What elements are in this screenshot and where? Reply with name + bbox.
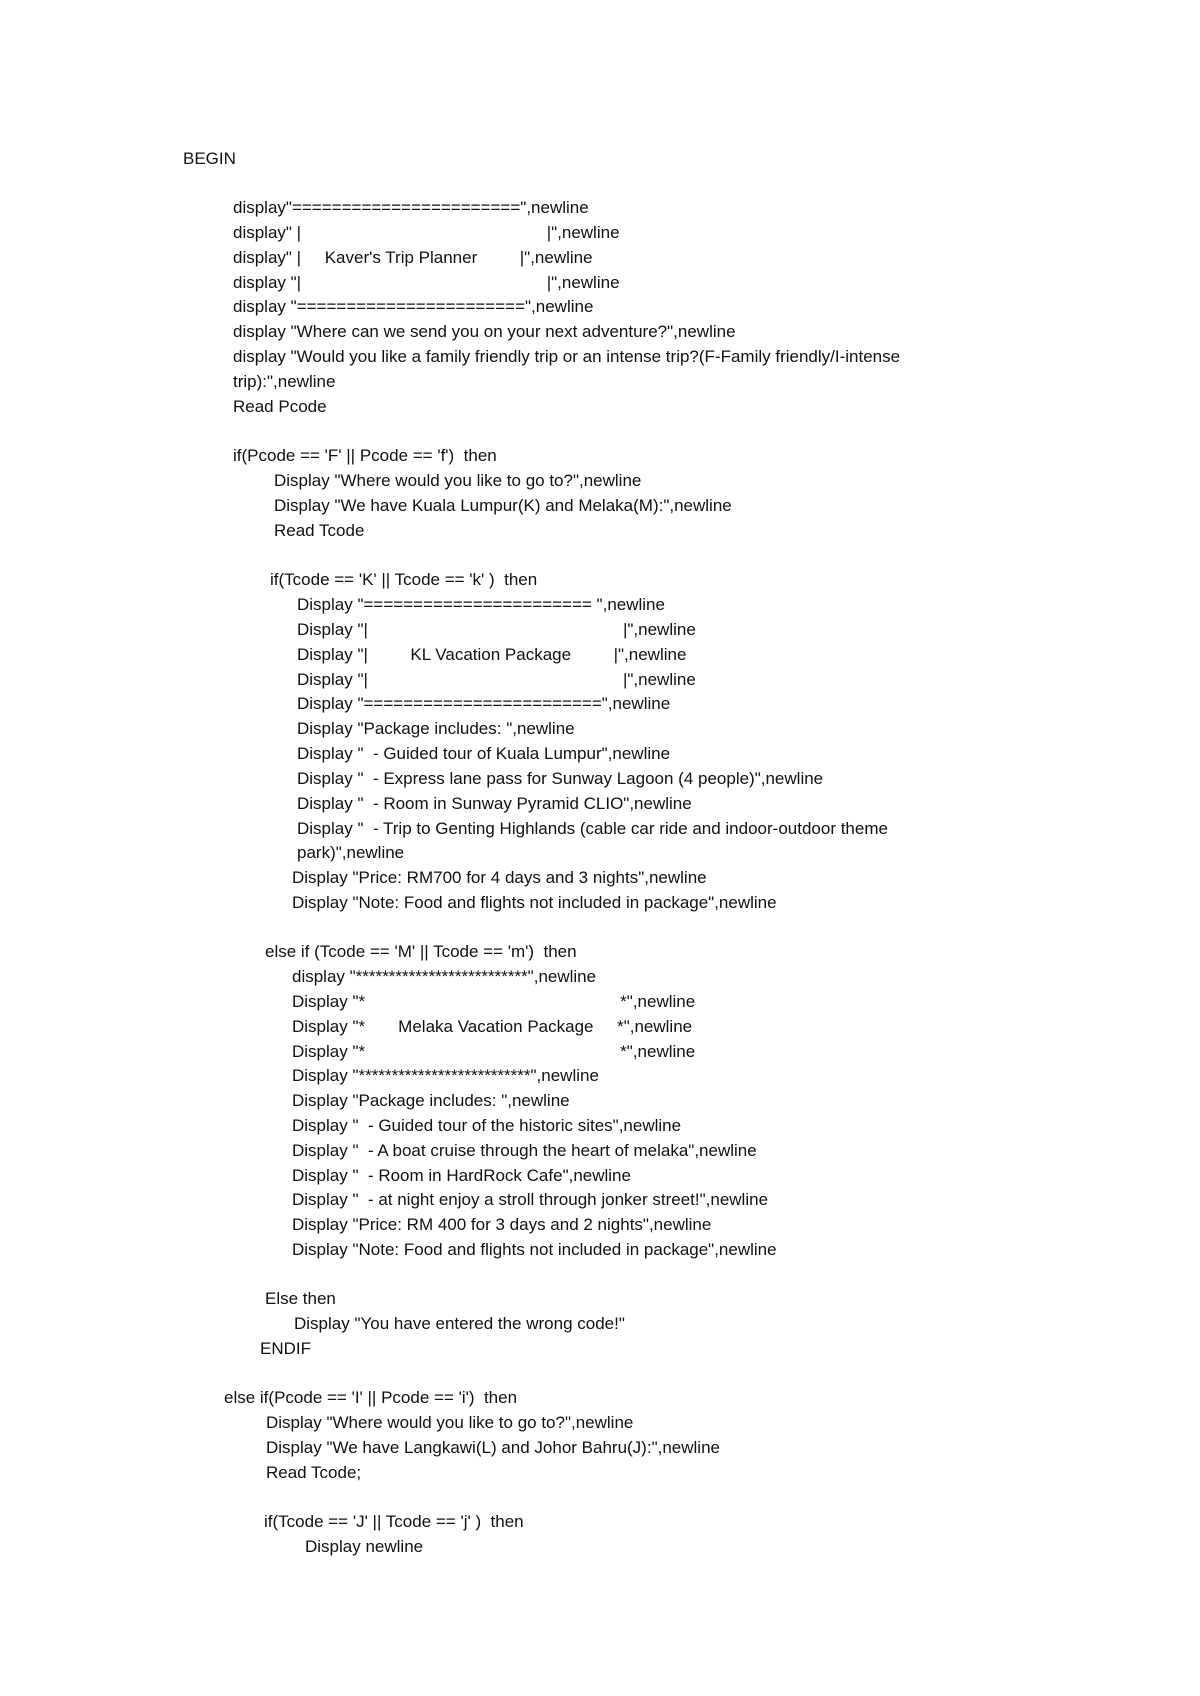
code-line: Display "| |",newline (297, 670, 696, 689)
code-line: Display "We have Kuala Lumpur(K) and Melaka(M):",newline (274, 496, 732, 515)
code-line: Display "Note: Food and flights not included in package",newline (292, 1240, 777, 1259)
code-line: ENDIF (260, 1339, 311, 1358)
code-line: Else then (265, 1289, 336, 1308)
code-line: else if(Pcode == 'I' || Pcode == 'i') then (224, 1388, 518, 1407)
code-line: display "| |",newline (233, 273, 620, 292)
code-line: Display "======================= ",newline (297, 595, 665, 614)
code-line: Display "Where would you like to go to?",newline (274, 471, 642, 490)
code-line: Display "**************************",newline (292, 1066, 599, 1085)
code-line: Display " - A boat cruise through the heart of melaka",newline (292, 1141, 757, 1160)
code-line: if(Tcode == 'J' || Tcode == 'j' ) then (264, 1512, 524, 1531)
code-line: Read Pcode (233, 397, 327, 416)
code-line: Display "Package includes: ",newline (297, 719, 575, 738)
code-line: Display "You have entered the wrong code!" (294, 1314, 625, 1333)
code-line: Display "Price: RM700 for 4 days and 3 nights",newline (292, 868, 707, 887)
code-line: display "Where can we send you on your next adventure?",newline (233, 322, 736, 341)
code-line: if(Tcode == 'K' || Tcode == 'k' ) then (270, 570, 538, 589)
code-line: Display " - Express lane pass for Sunway Lagoon (4 people)",newline (297, 769, 824, 788)
code-line: Read Tcode; (266, 1463, 362, 1482)
code-line: Display " - Guided tour of Kuala Lumpur",newline (297, 744, 671, 763)
code-line: Display "Note: Food and flights not included in package",newline (292, 893, 777, 912)
code-line: Display " - Room in Sunway Pyramid CLIO",newline (297, 794, 692, 813)
code-line: display" | |",newline (233, 223, 620, 242)
code-line: Display "* *",newline (292, 992, 696, 1011)
code-line: trip):",newline (233, 372, 336, 391)
code-line: Display "We have Langkawi(L) and Johor Bahru(J):",newline (266, 1438, 720, 1457)
code-line: Display " - Guided tour of the historic sites",newline (292, 1116, 682, 1135)
code-line: display" | Kaver's Trip Planner |",newline (233, 248, 593, 267)
code-line: Display newline (305, 1537, 424, 1556)
code-line: Display "Price: RM 400 for 3 days and 2 nights",newline (292, 1215, 712, 1234)
code-line: park)",newline (297, 843, 405, 862)
code-line: Display "| |",newline (297, 620, 696, 639)
code-line: Display "========================",newline (297, 694, 671, 713)
code-line: display "Would you like a family friendly trip or an intense trip?(F-Family friendly/I-intense (233, 347, 901, 366)
code-line: display"=======================",newline (233, 198, 589, 217)
code-line: Display "Where would you like to go to?",newline (266, 1413, 634, 1432)
code-line: display "**************************",newline (292, 967, 597, 986)
code-line: Display "* Melaka Vacation Package *",newline (292, 1017, 693, 1036)
code-line: display "=======================",newline (233, 297, 594, 316)
code-line: Display "* *",newline (292, 1042, 696, 1061)
code-line: Display " - at night enjoy a stroll through jonker street!",newline (292, 1190, 769, 1209)
code-line: else if (Tcode == 'M' || Tcode == 'm') then (265, 942, 577, 961)
code-line: BEGIN (183, 149, 236, 168)
code-line: Display "| KL Vacation Package |",newline (297, 645, 687, 664)
code-line: Display "Package includes: ",newline (292, 1091, 570, 1110)
code-line: Display " - Room in HardRock Cafe",newline (292, 1166, 631, 1185)
code-line: Display " - Trip to Genting Highlands (cable car ride and indoor-outdoor theme (297, 819, 888, 838)
code-line: if(Pcode == 'F' || Pcode == 'f') then (233, 446, 497, 465)
code-line: Read Tcode (274, 521, 365, 540)
